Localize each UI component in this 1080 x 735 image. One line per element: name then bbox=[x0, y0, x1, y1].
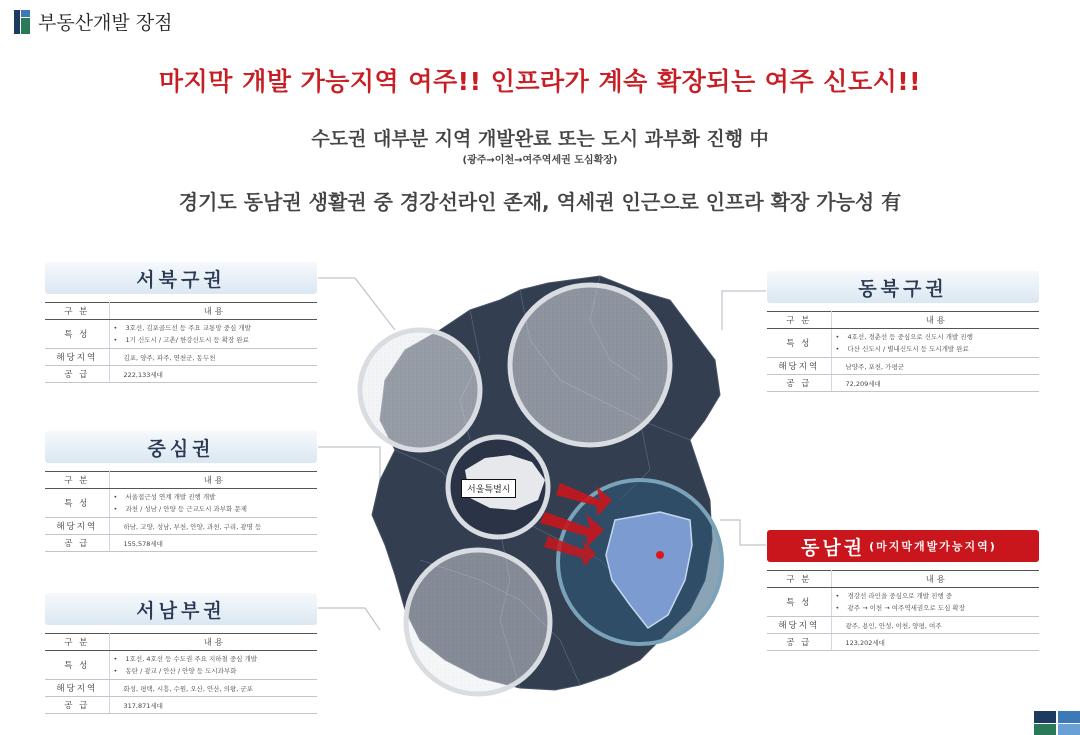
label-supply: 공 급 bbox=[767, 375, 831, 392]
subhead-2: 경기도 동남권 생활권 중 경강선라인 존재, 역세권 인근으로 인프라 확장 가능성 有 bbox=[178, 190, 902, 214]
feature-item: • 동탄 / 광교 / 안산 / 안양 등 도시과부화 bbox=[112, 665, 316, 677]
header-content: 내 용 bbox=[109, 634, 317, 651]
region-title: 동북구권 bbox=[767, 271, 1039, 303]
label-feature: 특 성 bbox=[45, 320, 109, 349]
area-value: 광주, 용인, 안성, 이천, 양평, 여주 bbox=[831, 617, 1039, 634]
feature-item: • 경강선 라인을 중심으로 개발 진행 중 bbox=[834, 590, 1038, 602]
region-title: 동남권 bbox=[801, 536, 866, 559]
region-table bbox=[45, 471, 317, 552]
subhead-1: 수도권 대부분 지역 개발완료 또는 도시 과부화 진행 中 bbox=[311, 128, 769, 150]
label-area: 해당지역 bbox=[767, 358, 831, 375]
label-supply: 공 급 bbox=[45, 535, 109, 552]
region-title: 서남부권 bbox=[45, 593, 317, 625]
region-southeast bbox=[767, 530, 1039, 651]
header-category: 구 분 bbox=[45, 634, 109, 651]
zone-circle-southwest bbox=[406, 550, 550, 694]
header-category: 구 분 bbox=[45, 303, 109, 320]
supply-value: 123,202세대 bbox=[831, 634, 1039, 651]
feature-item: • 3호선, 김포골드선 등 주요 교통망 중심 개발 bbox=[112, 322, 316, 334]
feature-item: • 광주 → 이천 → 여주역세권으로 도심 확장 bbox=[834, 602, 1038, 614]
label-area: 해당지역 bbox=[45, 680, 109, 697]
region-table bbox=[767, 311, 1039, 392]
region-title-note: (마지막개발가능지역) bbox=[869, 540, 997, 553]
supply-value: 72,209세대 bbox=[831, 375, 1039, 392]
header-content: 내 용 bbox=[831, 312, 1039, 329]
zone-circle-northeast bbox=[510, 285, 670, 445]
feature-item: • 서울접근성 연계 개발 진행 개발 bbox=[112, 491, 316, 503]
region-northwest bbox=[45, 262, 317, 383]
subhead-1-note: (광주→이천→여주역세권 도심확장) bbox=[462, 155, 618, 166]
region-title: 중심권 bbox=[45, 431, 317, 463]
label-area: 해당지역 bbox=[45, 518, 109, 535]
seoul-label: 서울특별시 bbox=[461, 479, 516, 498]
region-southwest bbox=[45, 593, 317, 714]
label-supply: 공 급 bbox=[45, 697, 109, 714]
region-northeast bbox=[767, 271, 1039, 392]
feature-item: • 과천 / 성남 / 안양 등 근교도시 과부화 문제 bbox=[112, 503, 316, 515]
header-content: 내 용 bbox=[109, 303, 317, 320]
region-title: 서북구권 bbox=[45, 262, 317, 294]
region-center bbox=[45, 431, 317, 552]
feature-item: • 다산 신도시 / 별내신도시 등 도시개발 완료 bbox=[834, 343, 1038, 355]
supply-value: 317,871세대 bbox=[109, 697, 317, 714]
header-category: 구 분 bbox=[767, 312, 831, 329]
header-content: 내 용 bbox=[831, 571, 1039, 588]
label-area: 해당지역 bbox=[767, 617, 831, 634]
area-value: 하남, 고양, 성남, 부천, 안양, 과천, 구리, 광명 등 bbox=[109, 518, 317, 535]
zone-circle-northwest bbox=[360, 330, 480, 450]
feature-item: • 1호선, 4호선 등 수도권 주요 지하철 중심 개발 bbox=[112, 653, 316, 665]
feature-item: • 1기 신도시 / 고촌/ 한강신도시 등 확장 완료 bbox=[112, 334, 316, 346]
header-category: 구 분 bbox=[45, 472, 109, 489]
label-supply: 공 급 bbox=[767, 634, 831, 651]
region-table bbox=[767, 570, 1039, 651]
label-feature: 특 성 bbox=[45, 489, 109, 518]
headline: 마지막 개발 가능지역 여주!! 인프라가 계속 확장되는 여주 신도시!! bbox=[158, 67, 922, 96]
feature-item: • 4호선, 경춘선 등 중심으로 신도시 개발 진행 bbox=[834, 331, 1038, 343]
supply-value: 155,578세대 bbox=[109, 535, 317, 552]
label-feature: 특 성 bbox=[45, 651, 109, 680]
header-category: 구 분 bbox=[767, 571, 831, 588]
brand-text: 부동산개발 장점 bbox=[38, 12, 173, 34]
label-area: 해당지역 bbox=[45, 349, 109, 366]
area-value: 김포, 양주, 파주, 연천군, 동두천 bbox=[109, 349, 317, 366]
corner-logo-icon bbox=[1034, 711, 1080, 735]
region-table bbox=[45, 633, 317, 714]
label-feature: 특 성 bbox=[767, 329, 831, 358]
area-value: 화성, 평택, 시흥, 수원, 오산, 안산, 의왕, 군포 bbox=[109, 680, 317, 697]
area-value: 남양주, 포천, 가평군 bbox=[831, 358, 1039, 375]
header-content: 내 용 bbox=[109, 472, 317, 489]
label-feature: 특 성 bbox=[767, 588, 831, 617]
yeoju-marker bbox=[656, 551, 664, 559]
supply-value: 222,133세대 bbox=[109, 366, 317, 383]
label-supply: 공 급 bbox=[45, 366, 109, 383]
region-table bbox=[45, 302, 317, 383]
region-title-highlight bbox=[767, 530, 1039, 562]
